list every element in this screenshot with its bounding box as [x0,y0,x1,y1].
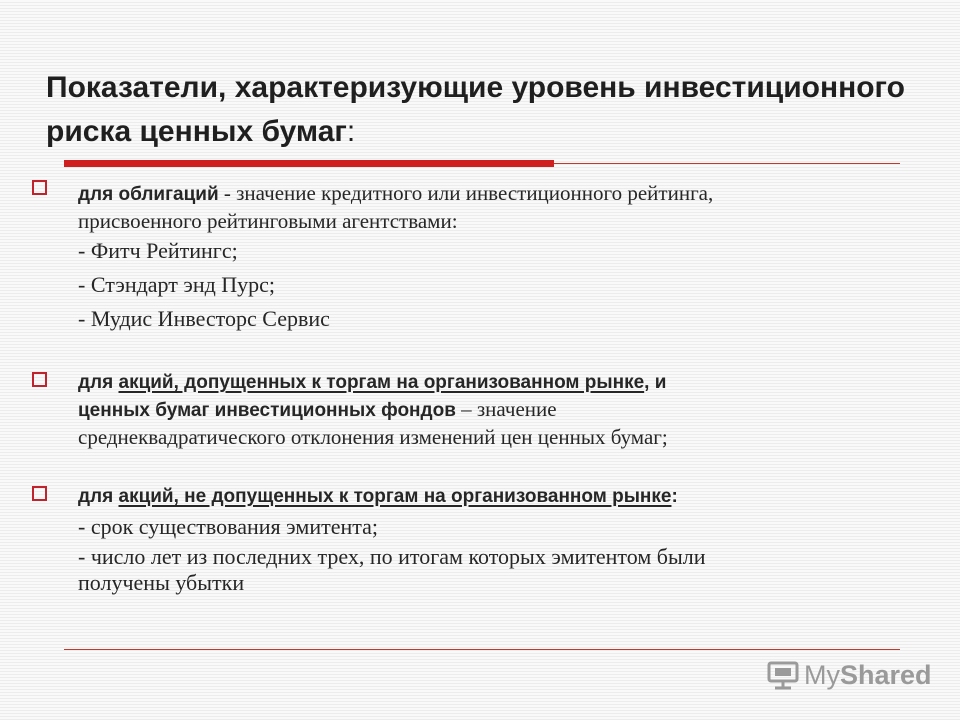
item-line [78,482,898,510]
bullet-square-icon [32,372,47,387]
item-text-cont: среднеквадратического отклонения изменений цен ценных бумаг; [78,425,668,449]
item-line [78,368,898,396]
slide-title [46,66,906,154]
item-text-cont: присвоенного рейтинговыми агентствами: [78,209,458,233]
sub-item: - число лет из последних трех, по итогам которых эмитентом были [78,544,706,569]
list-item-bonds [78,180,898,336]
item-lead-rest: , и [644,372,667,393]
watermark-shared: Shared [840,659,932,690]
item-line [78,396,898,424]
bullet-square-icon [32,180,47,195]
list-item-unlisted-shares [78,482,898,596]
slide-title-colon: : [346,115,356,148]
list-item-listed-shares [78,368,898,450]
item-lead-underlined: акций, не допущенных к торгам на организованном рынке [118,486,672,507]
item-lead: для [78,372,119,393]
item-lead: для [78,486,119,507]
watermark-logo [766,655,932,695]
item-lead-underlined: акций, допущенных к торгам на организованном рынке [118,372,645,393]
item-lead-2: ценных бумаг инвестиционных фондов [78,400,456,421]
item-text: - значение кредитного или инвестиционного рейтинга, [218,181,714,205]
sub-item: - Фитч Рейтингс; [78,238,238,263]
bullet-square-icon [32,486,47,501]
sub-item: - Мудис Инвесторс Сервис [78,306,330,331]
bottom-rule [64,649,900,650]
item-line [78,180,898,208]
slide-title-text: Показатели, характеризующие уровень инвестиционного риска ценных бумаг [46,71,905,148]
sub-item: получены убытки [78,570,245,595]
sub-item: - срок существования эмитента; [78,514,379,539]
title-underline-thick [64,160,554,167]
item-text: – значение [455,397,557,421]
watermark-my: My [804,659,840,690]
item-lead-rest: : [671,486,678,507]
item-lead: для облигаций [78,184,219,205]
sub-item: - Стэндарт энд Пурс; [78,272,276,297]
presentation-screen-icon [766,658,800,692]
